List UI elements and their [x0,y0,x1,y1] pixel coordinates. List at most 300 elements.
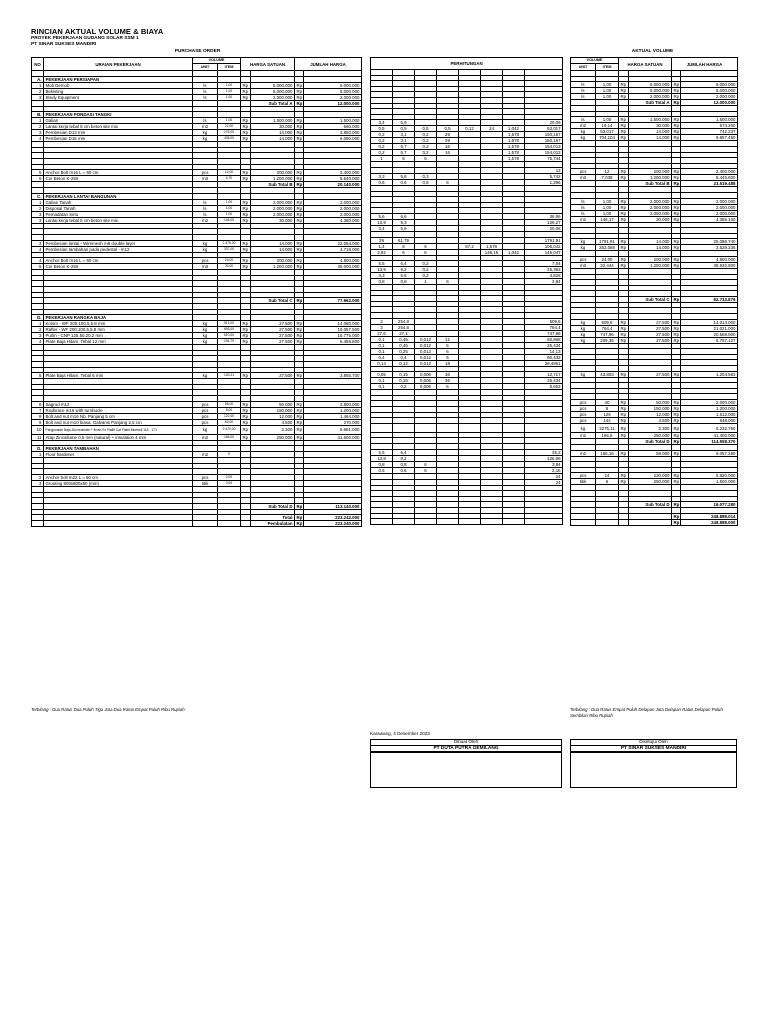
actual-harga-satuan: 5.000.000 [629,82,672,88]
calc-result: 160,167 [525,138,563,144]
act-col-item: ITEM [596,64,619,71]
actual-rp: Rp [673,100,680,106]
row-description: Anchor Bolt m16 L = 60 cm [44,170,193,176]
calc-value: 6 [437,342,459,348]
row-no: 3 [32,130,44,136]
calc-value: 0,45 [393,342,415,348]
actual-unit: ls [571,210,596,216]
actual-item-qty: 252,088 [596,245,619,251]
actual-rp: Rp [619,412,629,418]
row-jumlah-harga: 4.380.000 [304,217,362,223]
row-no: 3 [32,94,44,100]
row-jumlah-harga: 4.718.000 [304,246,362,252]
calc-result: 509,6 [525,318,563,324]
actual-item-qty: 1,00 [596,204,619,210]
actual-rp: Rp [673,502,680,508]
row-description: PEKERJAAN PONDASI TANGKI [44,112,193,118]
row-item-qty: 24,00 [218,258,241,264]
actual-unit: kg [571,337,596,343]
row-rp: Rp [241,205,251,211]
calc-value: 27,1 [393,330,415,336]
row-description: Cor Beton K-250 [44,176,193,182]
calc-value [371,519,393,525]
actual-harga-satuan: 2.000.000 [629,210,672,216]
calc-value: 2 [371,318,393,324]
row-item-qty: 0 [218,452,241,458]
row-no: 5 [32,373,44,379]
row-no: 4 [32,246,44,252]
actual-jumlah-harga: 41.400.000 [681,433,738,439]
calc-result: 53,017 [525,126,563,132]
actual-subtotal-label: Sub Total D [629,502,672,508]
actual-rp: Rp [619,479,629,485]
row-item-qty: 1,00 [218,211,241,217]
actual-harga-satuan: 250.000 [629,433,672,439]
calc-result: 14,13 [525,348,563,354]
actual-rp: Rp [673,439,680,444]
actual-unit: kg [571,371,596,377]
row-jumlah-harga: 19.057.500 [304,327,362,333]
row-unit: m3 [193,176,218,182]
actual-rp: Rp [619,175,629,181]
actual-item-qty: 704,104 [596,135,619,141]
row-harga-satuan: 30.000 [251,217,295,223]
actual-rp: Rp [619,239,629,245]
row-item-qty: 435,00 [218,136,241,142]
calc-value: 1 [415,279,437,285]
row-description: Plate Baja Hitam. Tebal 6 mm [44,373,193,379]
actual-rp: Rp [673,135,680,141]
calc-result: 7,04 [525,261,563,267]
row-unit: kg [193,136,218,142]
subtotal-label: Sub Total A [251,100,295,106]
calc-result: 36,96 [525,213,563,219]
row-harga-satuan: 27.500 [251,321,295,327]
row-harga-satuan: 200.000 [251,170,295,176]
calc-value: 254,8 [393,318,415,324]
actual-rp: Rp [673,479,680,485]
actual-rp: Rp [619,406,629,412]
actual-jumlah-harga: 574.200 [681,123,738,129]
row-description: Bekisting [44,88,193,94]
actual-harga-satuan: 27.500 [629,319,672,325]
row-unit: pcs [193,413,218,419]
actual-unit: pcs [571,406,596,412]
actual-rp: Rp [673,425,680,431]
row-item-qty [218,521,241,527]
actual-harga-satuan: 50.000 [629,400,672,406]
row-rp: Rp [241,321,251,327]
calc-value: 3,1 [393,138,415,144]
row-item-qty: 122,00 [218,413,241,419]
row-rp: Rp [241,170,251,176]
row-unit: pcs [193,419,218,425]
calc-value: 0,2 [415,261,437,267]
purchase-order-table [31,57,362,527]
row-unit: pcs [193,407,218,413]
calc-value [459,423,481,432]
row-rp: Rp [296,211,303,217]
actual-jumlah-harga: 38.932.800 [681,262,738,268]
row-unit: m3 [193,264,218,270]
actual-rp: Rp [673,418,680,423]
subtotal-value: 77.962.000 [304,298,362,304]
actual-rp: Rp [673,239,680,245]
calc-value: 9,3 [393,219,415,225]
calc-value: 61,79 [393,237,415,243]
calc-value: 5,8 [393,173,415,179]
actual-rp: Rp [673,198,680,204]
actual-jumlah-harga: 4.800.000 [681,256,738,262]
row-harga-satuan: 1.200.000 [251,176,295,182]
actual-item-qty: 1,00 [596,82,619,88]
row-item-qty: 12,00 [218,170,241,176]
row-rp [241,521,251,527]
calc-value: 1,578 [503,150,525,156]
calc-value: 1,4 [371,243,393,249]
row-rp: Rp [296,434,303,440]
row-jumlah-harga: 5.640.000 [304,176,362,182]
row-description: Lantai kerja tebal 5 cm beton site mix [44,124,193,130]
row-rp: Rp [296,521,303,527]
actual-rp: Rp [673,319,680,325]
row-description: Sagrod m12 [44,401,193,407]
actual-unit: kg [571,319,596,325]
actual-subtotal-label: Sub Total B [629,181,672,187]
calc-value: 36 [437,372,459,378]
row-description: Disposal Tanah [44,205,193,211]
row-description: Mob Demob [44,82,193,88]
row-no: 4 [32,339,44,345]
actual-jumlah-harga: 1.512.000 [681,412,738,418]
actual-subtotal-value: 248.889.014 [681,513,738,519]
calc-value: 0,012 [415,342,437,348]
row-rp: Rp [241,339,251,345]
act-col-unit: UNIT [571,64,596,71]
actual-harga-satuan: 12.000 [629,412,672,418]
row-jumlah-harga: 660.000 [304,124,362,130]
row-unit: kg [193,327,218,333]
row-rp: Rp [241,136,251,142]
row-description: PEKERJAAN PERSIAPAN [44,76,193,82]
actual-subtotal-value: 23.519.488 [681,181,738,187]
actual-unit: pcs [571,169,596,175]
actual-rp: Rp [619,198,629,204]
row-no: 2 [32,124,44,130]
col-perhitungan: PERHITUNGAN [371,58,563,70]
calc-value: 8 [393,156,415,162]
calc-value: 67,2 [459,243,481,249]
calc-value: 13,8 [371,455,393,461]
actual-rp: Rp [619,129,629,135]
actual-rp: Rp [619,216,629,222]
actual-rp: Rp [673,337,680,343]
actual-rp: Rp [673,245,680,251]
actual-harga-satuan: 1.200.000 [629,175,672,181]
actual-item-qty: 747,96 [596,331,619,337]
row-rp: Rp [296,118,303,124]
actual-unit: ls [571,94,596,100]
row-item-qty: 0,00 [218,481,241,487]
row-item-qty: 693,00 [218,327,241,333]
row-rp: Rp [296,176,303,182]
row-rp: Rp [296,217,303,223]
calc-result: 25,392 [525,267,563,273]
row-description: Cor Beton K-250 [44,264,193,270]
actual-harga-satuan: 150.000 [629,406,672,412]
calc-value: 1,578 [481,243,503,249]
made-by-label: Dibuat Oleh [453,739,479,744]
actual-rp: Rp [619,256,629,262]
row-description: Atap Zincallume 0,5 mm (natural) + insulation 4 mm [44,434,193,440]
row-description: Pembesian D13 mm [44,130,193,136]
row-jumlah-harga: 6.090.000 [304,136,362,142]
row-no: A. [32,76,44,82]
actual-item-qty: 19,14 [596,123,619,129]
calc-value [415,423,437,432]
calc-value: 0,012 [415,336,437,342]
actual-item-qty: 1,00 [596,210,619,216]
actual-item-qty: 509,6 [596,319,619,325]
actual-jumlah-harga: 25.086.740 [681,239,738,245]
calc-value: 0,2 [415,150,437,156]
row-harga-satuan: 14.000 [251,246,295,252]
row-no: 2 [32,88,44,94]
row-unit [193,521,218,527]
calc-value [393,519,415,525]
row-rp: Rp [241,130,251,136]
calc-value: 0,8 [393,461,415,467]
row-unit: kg [193,321,218,327]
actual-jumlah-harga: 2.000.000 [681,94,738,100]
row-unit: kg [193,130,218,136]
row-unit: pcs [193,401,218,407]
actual-subtotal-label: Sub Total D [629,439,672,445]
row-no: D. [32,446,44,452]
row-rp: Rp [241,176,251,182]
actual-subtotal-row [571,519,738,525]
row-item-qty: 166,00 [218,434,241,440]
actual-harga-satuan: 200.000 [629,169,672,175]
row-harga-satuan: 200.000 [251,258,295,264]
actual-item-qty: 24,00 [596,256,619,262]
row-jumlah-harga: 5.000.000 [304,88,362,94]
actual-harga-satuan: 14.000 [629,239,672,245]
actual-unit: ls [571,204,596,210]
act-col-volume: VOLUME [571,58,619,64]
calc-value: 0,6 [393,179,415,185]
row-description: PEKERJAAN TAMBAHAN [44,446,193,452]
calc-value: 0,8 [393,279,415,285]
actual-rp: Rp [619,473,629,479]
row-description: Bolt and nut m10 biasa. Galvanis Panjang 2,5 cm [44,419,193,425]
row-description: Pengecatan Baja Zinchromate + finish Ex Flatlit Cat Flatlit Bluebell 115 - 171 [44,425,193,434]
actual-rp: Rp [673,473,680,479]
row-rp: Rp [241,124,251,130]
calc-value: 0,15 [393,378,415,384]
subtotal-value: 223.240.000 [304,521,362,527]
actual-harga-satuan: 1.200.000 [629,262,672,268]
calc-value: 1,578 [503,138,525,144]
row-rp: Rp [296,264,303,270]
actual-rp: Rp [619,371,629,377]
actual-rp: Rp [673,371,680,377]
calc-value: 6,4 [393,449,415,455]
calc-value: 0,2 [415,144,437,150]
row-no: 3 [32,211,44,217]
calc-value: 0,2 [371,132,393,138]
calc-result: 28,4861 [525,360,563,366]
actual-unit: m2 [571,123,596,129]
row-item-qty: 275,00 [218,130,241,136]
row-jumlah-harga: 4.800.000 [304,258,362,264]
calc-result: 106,042 [525,243,563,249]
calc-value: 5,7 [393,144,415,150]
calc-value: 6 [415,249,437,255]
calc-value: 1,578 [503,156,525,162]
actual-harga-satuan: 14.000 [629,245,672,251]
calc-value: 1,578 [503,144,525,150]
actual-jumlah-harga: 2.000.000 [681,198,738,204]
calc-value: 0,1 [371,348,393,354]
row-item-qty: 1,00 [218,205,241,211]
actual-harga-satuan: 4.500 [629,418,672,424]
row-item-qty: 22,00 [218,124,241,130]
calc-result: 20,06 [525,120,563,126]
actual-rp: Rp [673,129,680,135]
row-unit: kg [193,333,218,339]
calc-value: 0,2 [415,132,437,138]
row-unit: ls [193,88,218,94]
calc-value: 18 [437,360,459,366]
calc-value: 6 [437,384,459,390]
actual-jumlah-harga: 1.204.583 [681,371,738,377]
calc-result: 1791,91 [525,237,563,243]
actual-unit: ls [571,198,596,204]
row-unit: ls [193,94,218,100]
calc-value: 0,12 [393,360,415,366]
row-rp: Rp [296,419,303,425]
calc-result: 35,2 [525,449,563,455]
subtotal-label: Pembulatan [251,521,295,527]
calc-result: 50,868 [525,336,563,342]
calc-value: 5,9 [393,120,415,126]
calc-result: 1,296 [525,179,563,185]
row-jumlah-harga: 3.855.700 [304,373,362,379]
actual-rp: Rp [619,94,629,100]
subtotal-value: 20.140.000 [304,182,362,188]
actual-rp: Rp [673,123,680,129]
calc-value: 5,8 [393,273,415,279]
calc-value: 1,042 [503,249,525,255]
actual-harga-satuan: 250.000 [629,479,672,485]
calc-value: 6 [437,279,459,285]
calc-value: 0,6 [415,179,437,185]
company-name: PT SINAR SUKSES MANDIRI [31,42,97,47]
calc-value: 0,8 [371,279,393,285]
row-rp: Rp [296,413,303,419]
row-jumlah-harga: 1.464.000 [304,413,362,419]
row-unit: m2 [193,452,218,458]
row-no: 3 [32,481,44,487]
actual-subtotal-label [629,519,672,525]
calc-result: 20,06 [525,225,563,231]
row-unit: kg [193,240,218,246]
calc-value: 0,8 [371,461,393,467]
actual-unit: m2 [571,433,596,439]
row-harga-satuan: 30.000 [251,124,295,130]
actual-item-qty: 12 [596,169,619,175]
actual-rp: Rp [619,418,629,424]
subtotal-label: Sub Total B [251,182,295,188]
row-rp: Rp [296,124,303,130]
row-rp: Rp [241,240,251,246]
row-item-qty: 1.576,00 [218,240,241,246]
row-unit: pcs [193,170,218,176]
actual-rp: Rp [619,325,629,331]
actual-unit: pcs [571,400,596,406]
actual-unit: m2 [571,450,596,456]
actual-unit: m3 [571,175,596,181]
document-header [31,27,163,48]
row-no: 4 [32,258,44,264]
actual-rp: Rp [673,181,680,187]
row-description: Pembesian D16 mm [44,136,193,142]
row-harga-satuan: 250.000 [251,434,295,440]
calc-result: 747,96 [525,330,563,336]
row-harga-satuan: 2.300 [251,425,295,434]
actual-rp: Rp [673,210,680,216]
calc-value: 6 [437,354,459,360]
row-harga-satuan: 150.000 [251,407,295,413]
calc-result: 2,16 [525,467,563,473]
actual-rp: Rp [673,94,680,100]
calc-value [503,423,525,432]
row-unit: ls [193,205,218,211]
row-description: Rodbrace m16 with turnbucle [44,407,193,413]
row-no: 1 [32,118,44,124]
actual-jumlah-harga: 742.237 [681,129,738,135]
calc-value: 8 [393,243,415,249]
actual-rp: Rp [619,82,629,88]
actual-rp: Rp [673,216,680,222]
actual-subtotal-label: Sub Total C [629,296,672,302]
row-rp: Rp [296,321,303,327]
row-description: Rafter - WF 200.100.5,5.8 mm [44,327,193,333]
actual-rp: Rp [619,88,629,94]
row-jumlah-harga: 1.200.000 [304,407,362,413]
subtotal-row [32,521,362,527]
col-uraian: URAIAN PEKERJAAN [44,58,193,71]
row-rp: Rp [241,94,251,100]
subtotal-value: 223.242.000 [304,515,362,521]
row-item-qty: 0,00 [218,475,241,481]
row-harga-satuan: 14.000 [251,130,295,136]
row-rp: Rp [241,258,251,264]
actual-harga-satuan: 58.000 [629,450,672,456]
calc-result: 154,013 [525,144,563,150]
calc-value: 0,1 [371,342,393,348]
actual-jumlah-harga: 1.500.000 [681,117,738,123]
row-rp: Rp [296,240,303,246]
purchase-order-label: PURCHASE ORDER [174,49,221,54]
row-item-qty: 1,00 [218,199,241,205]
row-rp: Rp [296,205,303,211]
calc-value: 5,6 [371,213,393,219]
row-jumlah-harga: 2.000.000 [304,205,362,211]
row-rp: Rp [296,182,303,188]
row-rp: Rp [296,199,303,205]
